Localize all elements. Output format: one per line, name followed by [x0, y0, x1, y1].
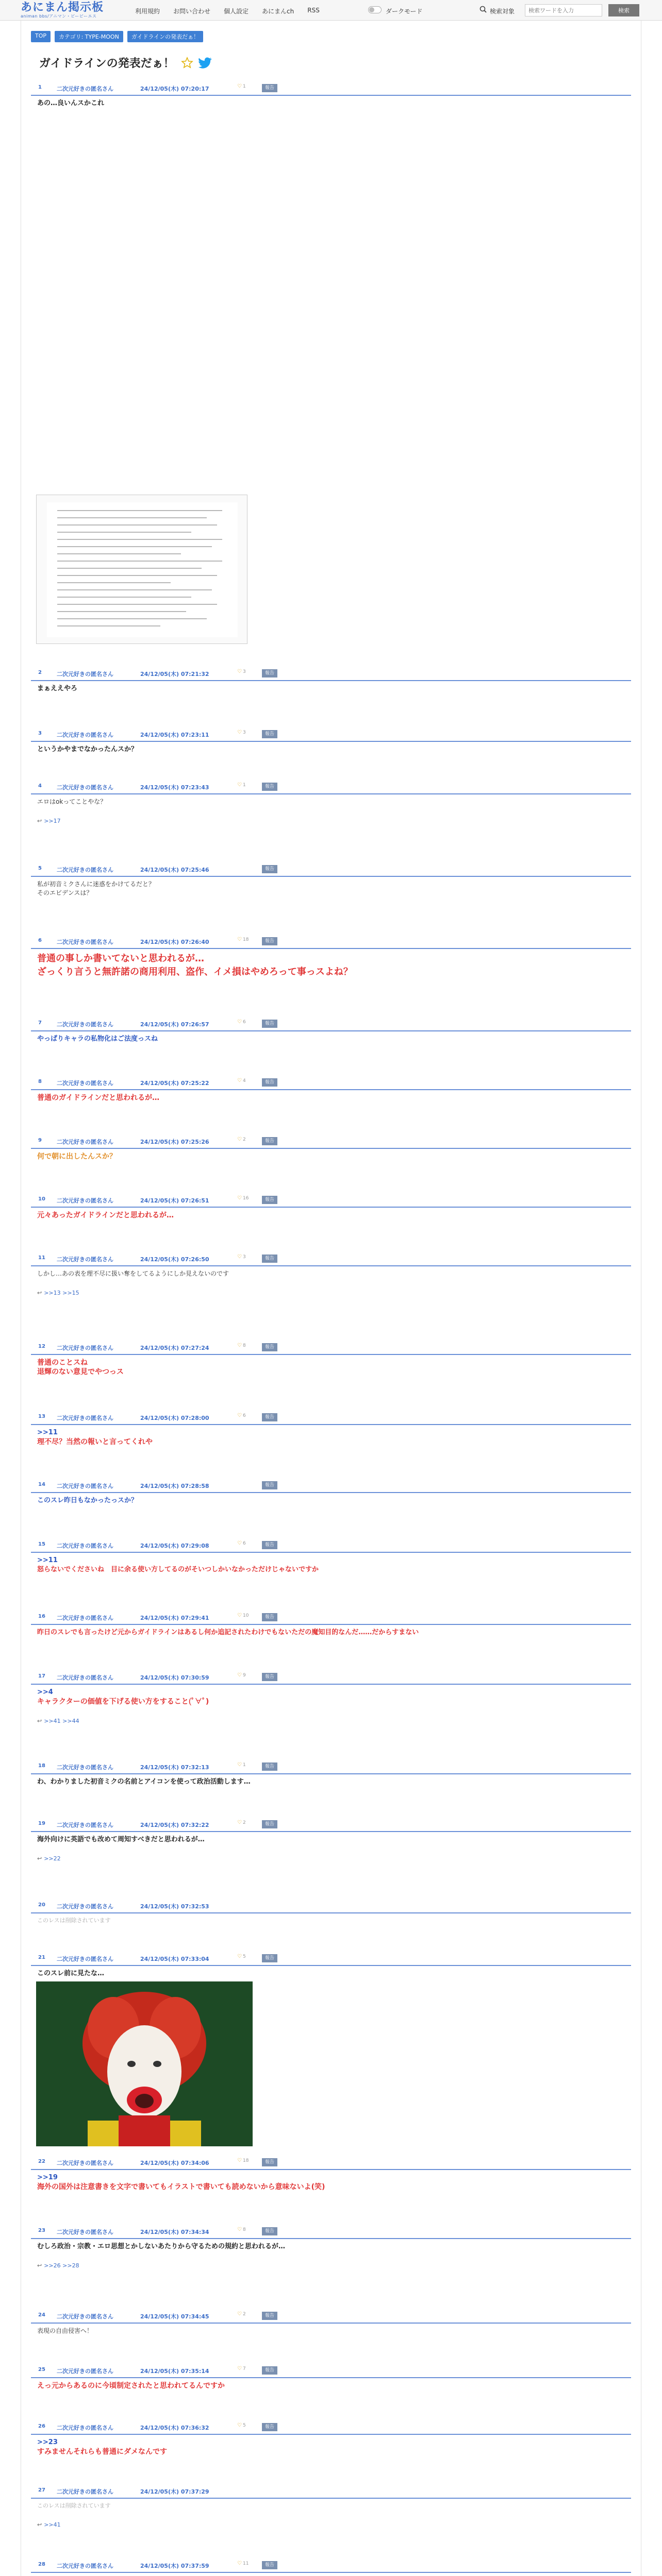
post-number[interactable]: 22	[38, 2159, 45, 2164]
like-count: 6	[242, 1020, 246, 1025]
deleted-post-text: このレスは削除されています	[37, 1917, 111, 1924]
dark-mode-label: ダークモード	[386, 8, 423, 15]
post-date: 24/12/05(木) 07:20:17	[140, 86, 209, 92]
post	[31, 1953, 631, 1978]
post-text: 普通のガイドラインだと思われるが…	[37, 1094, 160, 1102]
like-button[interactable]: ♡ 9	[237, 1672, 246, 1678]
breadcrumb-thread[interactable]: ガイドラインの発表だぁ！	[127, 31, 203, 42]
post-number[interactable]: 15	[38, 1541, 45, 1547]
report-button[interactable]: 報告	[262, 1954, 277, 1962]
post-number[interactable]: 24	[38, 2312, 45, 2318]
report-button[interactable]: 報告	[262, 1255, 277, 1263]
post-text: 普通の事しか書いてないと思われるが…	[37, 953, 204, 964]
main-nav	[135, 7, 333, 15]
like-button[interactable]: ♡ 3	[237, 1254, 246, 1260]
post-author: 二次元好きの匿名さん	[57, 2368, 113, 2375]
breadcrumb-category[interactable]: カテゴリ: TYPE-MOON	[55, 31, 123, 42]
report-button[interactable]: 報告	[262, 1020, 277, 1028]
like-button[interactable]: ♡ 18	[237, 2158, 249, 2163]
post-header	[31, 1819, 631, 1832]
post-number[interactable]: 16	[38, 1614, 45, 1619]
reply-icon: ↩	[37, 1290, 42, 1296]
like-button[interactable]: ♡ 1	[237, 83, 246, 89]
report-button[interactable]: 報告	[262, 2312, 277, 2320]
reply-anchor-link[interactable]: >>17	[44, 818, 61, 824]
report-button[interactable]: 報告	[262, 2561, 277, 2569]
like-count: 8	[242, 2227, 246, 2232]
post-header	[31, 2157, 631, 2170]
report-button[interactable]: 報告	[262, 2423, 277, 2431]
post	[31, 1077, 631, 1103]
like-button[interactable]: ♡ 6	[237, 1019, 246, 1025]
post-text: 怒らないでくださいね 目に余る使い方してるのがそいつしかいなかっただけじゃないですか	[37, 1566, 319, 1573]
nav-contact[interactable]: お問い合わせ	[173, 8, 211, 15]
post-date: 24/12/05(木) 07:34:06	[140, 2160, 209, 2166]
report-button[interactable]: 報告	[262, 1820, 277, 1828]
post-header	[31, 936, 631, 949]
post-header	[31, 781, 631, 794]
post-header	[31, 1136, 631, 1149]
post	[31, 1018, 631, 1044]
post	[31, 1253, 631, 1296]
report-button[interactable]: 報告	[262, 84, 277, 92]
like-button[interactable]: ♡ 18	[237, 937, 249, 942]
post-text: まぁええやろ	[37, 685, 78, 692]
post	[31, 1194, 631, 1220]
reply-icon: ↩	[37, 1855, 42, 1862]
post-text: しかし…あの表を理不尽に扱い奪をしてるようにしか見えないのです	[37, 1270, 229, 1277]
page-title: ガイドラインの発表だぁ！	[39, 57, 175, 70]
post-number[interactable]: 18	[38, 1763, 45, 1769]
post	[31, 2485, 631, 2528]
reply-anchors	[31, 2262, 631, 2269]
post-header	[31, 2310, 631, 2324]
post	[31, 2560, 631, 2576]
report-button[interactable]: 報告	[262, 1343, 277, 1351]
post-header	[31, 2365, 631, 2378]
nav-settings[interactable]: 個人設定	[224, 8, 249, 15]
like-button[interactable]: ♡ 8	[237, 2227, 246, 2232]
report-button[interactable]: 報告	[262, 1541, 277, 1549]
post-date: 24/12/05(木) 07:34:45	[140, 2313, 209, 2320]
report-button[interactable]: 報告	[262, 783, 277, 791]
nav-rss[interactable]: RSS	[307, 7, 320, 14]
post-header	[31, 2485, 631, 2499]
post-author: 二次元好きの匿名さん	[57, 1415, 113, 1421]
post-author: 二次元好きの匿名さん	[57, 867, 113, 873]
post	[31, 2310, 631, 2335]
post	[31, 2365, 631, 2391]
post-number[interactable]: 8	[38, 1079, 42, 1084]
post-number[interactable]: 28	[38, 2562, 45, 2567]
post-number[interactable]: 10	[38, 1196, 45, 1202]
search-button[interactable]: 検索	[608, 4, 639, 16]
reply-anchors	[31, 1855, 631, 1862]
post-date: 24/12/05(木) 07:26:40	[140, 939, 209, 945]
post-number[interactable]: 26	[38, 2424, 45, 2429]
like-count: 1	[242, 783, 246, 788]
post-author: 二次元好きの匿名さん	[57, 1764, 113, 1771]
post	[31, 728, 631, 754]
nav-terms[interactable]: 利用規約	[135, 8, 160, 15]
post-text: えっ元からあるのに今頃制定されたと思われてるんですか	[37, 2382, 225, 2390]
post-date: 24/12/05(木) 07:26:51	[140, 1197, 209, 1204]
post-author: 二次元好きの匿名さん	[57, 1956, 113, 1962]
post-text: むしろ政治・宗教・エロ思想とかしないあたりから守るための規約と思われるが…	[37, 2243, 286, 2250]
post-text: 昨日のスレでも言ったけど元からガイドラインはあるし何か追記されたわけでもないただの魔知目的なんだ……だからすまない	[37, 1629, 419, 1636]
guideline-document-image[interactable]	[36, 495, 247, 644]
post-number[interactable]: 20	[38, 1902, 45, 1908]
post-author: 二次元好きの匿名さん	[57, 1674, 113, 1681]
like-count: 2	[242, 1137, 246, 1142]
like-button[interactable]: ♡ 2	[237, 1137, 246, 1142]
like-count: 3	[242, 730, 246, 735]
post-number[interactable]: 6	[38, 938, 42, 943]
post-number[interactable]: 23	[38, 2228, 45, 2233]
post	[31, 1671, 631, 1724]
post-author: 二次元好きの匿名さん	[57, 732, 113, 738]
like-count: 6	[242, 1413, 246, 1418]
post-header	[31, 2421, 631, 2435]
like-count: 16	[242, 1196, 249, 1201]
like-button[interactable]: ♡ 10	[237, 1613, 249, 1618]
post-number[interactable]: 12	[38, 1344, 45, 1349]
post	[31, 2157, 631, 2192]
like-count: 3	[242, 1255, 246, 1260]
post	[31, 781, 631, 824]
post-author: 二次元好きの匿名さん	[57, 1903, 113, 1910]
post-text: すみませんそれらも普通にダメなんです	[37, 2448, 167, 2456]
post-date: 24/12/05(木) 07:29:41	[140, 1615, 209, 1621]
post	[31, 1412, 631, 1447]
like-button[interactable]: ♡ 5	[237, 2422, 246, 2428]
post-number[interactable]: 2	[38, 670, 42, 675]
reply-icon: ↩	[37, 818, 42, 824]
post-text: 表現の自由侵害へ！	[37, 2327, 93, 2334]
reply-icon: ↩	[37, 1718, 42, 1724]
post-text: 海外の国外は注意書きを文字で書いてもイラストで書いても読めないから意味ないよ(笑)	[37, 2183, 325, 2191]
post	[31, 1136, 631, 1161]
report-button[interactable]: 報告	[262, 2158, 277, 2166]
post-number[interactable]: 14	[38, 1482, 45, 1487]
twitter-share-icon[interactable]	[198, 57, 212, 69]
search-target-select[interactable]: 検索対象	[490, 8, 515, 15]
post-author: 二次元好きの匿名さん	[57, 784, 113, 791]
like-button[interactable]: ♡ 6	[237, 1540, 246, 1546]
report-button[interactable]: 報告	[262, 669, 277, 677]
post-header	[31, 863, 631, 877]
post-number[interactable]: 4	[38, 783, 42, 789]
like-button[interactable]: ♡ 1	[237, 782, 246, 788]
post-text: わ、わかりました初音ミクの名前とアイコンを使って政治活動します…	[37, 1778, 251, 1786]
post-number[interactable]: 5	[38, 866, 42, 871]
like-count: 7	[242, 2366, 246, 2371]
post-number[interactable]: 21	[38, 1955, 45, 1960]
post-number[interactable]: 19	[38, 1821, 45, 1826]
like-count: 8	[242, 1343, 246, 1348]
like-button[interactable]: ♡ 1	[237, 1762, 246, 1768]
reply-anchor-link[interactable]: >>41 >>44	[44, 1718, 79, 1724]
favorite-star-icon[interactable]	[181, 57, 193, 69]
like-count: 1	[242, 1762, 246, 1768]
like-button[interactable]: ♡ 8	[237, 1343, 246, 1348]
report-button[interactable]: 報告	[262, 865, 277, 873]
like-button[interactable]: ♡ 3	[237, 669, 246, 674]
post-header	[31, 2226, 631, 2239]
post-text: 退輝のない意見でやつっス	[37, 1368, 124, 1376]
deleted-post-text: このレスは削除されています	[37, 2502, 111, 2509]
post-header	[31, 668, 631, 681]
like-count: 11	[242, 2561, 249, 2566]
post-author: 二次元好きの匿名さん	[57, 86, 113, 92]
post	[31, 1342, 631, 1377]
post-header	[31, 1900, 631, 1913]
report-button[interactable]: 報告	[262, 1762, 277, 1771]
post-date: 24/12/05(木) 07:23:43	[140, 784, 209, 791]
post	[31, 82, 631, 108]
like-button[interactable]: ♡ 7	[237, 2366, 246, 2371]
post	[31, 1761, 631, 1786]
post-text: このスレ昨日もなかったっスか？	[37, 1497, 138, 1504]
like-button[interactable]: ♡ 4	[237, 1078, 246, 1083]
post-author: 二次元好きの匿名さん	[57, 1543, 113, 1549]
reply-icon: ↩	[37, 2262, 42, 2269]
report-button[interactable]: 報告	[262, 1196, 277, 1204]
post-author: 二次元好きの匿名さん	[57, 2160, 113, 2166]
post-date: 24/12/05(木) 07:32:53	[140, 1903, 209, 1910]
post-header	[31, 1953, 631, 1966]
post-number[interactable]: 3	[38, 731, 42, 736]
post-date: 24/12/05(木) 07:30:59	[140, 1674, 209, 1681]
search-icon	[479, 6, 487, 13]
report-button[interactable]: 報告	[262, 2366, 277, 2375]
site-logo[interactable]: あにまん掲示板 animan bbs/アニマン・ビービーエス	[21, 1, 104, 19]
post-text: 海外向けに英語でも改めて周知すべきだと思われるが…	[37, 1836, 205, 1843]
post-date: 24/12/05(木) 07:28:00	[140, 1415, 209, 1421]
post-text[interactable]: >>4	[37, 1688, 53, 1696]
post-number[interactable]: 13	[38, 1414, 45, 1419]
post-author: 二次元好きの匿名さん	[57, 2313, 113, 2320]
report-button[interactable]: 報告	[262, 1673, 277, 1681]
like-count: 9	[242, 1673, 246, 1678]
like-button[interactable]: ♡ 6	[237, 1413, 246, 1418]
post-author: 二次元好きの匿名さん	[57, 939, 113, 945]
post-text: エロはokってことやな？	[37, 798, 107, 805]
post-number[interactable]: 27	[38, 2487, 45, 2493]
dark-mode-toggle[interactable]	[368, 6, 382, 13]
post-author: 二次元好きの匿名さん	[57, 1080, 113, 1087]
post-author: 二次元好きの匿名さん	[57, 2425, 113, 2431]
post-text: 私が初音ミクさんに迷惑をかけてるだと？	[37, 880, 155, 888]
post-author: 二次元好きの匿名さん	[57, 2488, 113, 2495]
post-date: 24/12/05(木) 07:26:50	[140, 1256, 209, 1263]
post-date: 24/12/05(木) 07:25:46	[140, 867, 209, 873]
post-author: 二次元好きの匿名さん	[57, 1345, 113, 1351]
post	[31, 1819, 631, 1862]
title-row	[39, 55, 212, 71]
post	[31, 1900, 631, 1925]
post-date: 24/12/05(木) 07:36:32	[140, 2425, 209, 2431]
reply-anchors	[31, 1290, 631, 1296]
post-author: 二次元好きの匿名さん	[57, 671, 113, 677]
post-text[interactable]: >>19	[37, 2174, 58, 2181]
like-count: 5	[242, 2423, 246, 2428]
post-text: 普通のことスね	[37, 1359, 88, 1367]
post-author: 二次元好きの匿名さん	[57, 1615, 113, 1621]
post-date: 24/12/05(木) 07:27:24	[140, 1345, 209, 1351]
report-button[interactable]: 報告	[262, 937, 277, 945]
post-header	[31, 1671, 631, 1685]
report-button[interactable]: 報告	[262, 1413, 277, 1421]
post-date: 24/12/05(木) 07:33:04	[140, 1956, 209, 1962]
report-button[interactable]: 報告	[262, 730, 277, 738]
like-count: 3	[242, 669, 246, 674]
post-date: 24/12/05(木) 07:37:59	[140, 2563, 209, 2569]
like-count: 5	[242, 1954, 246, 1959]
like-button[interactable]: ♡ 11	[237, 2561, 249, 2566]
post-header	[31, 1253, 631, 1266]
post	[31, 1539, 631, 1574]
reply-anchors	[31, 2521, 631, 2528]
like-button[interactable]: ♡ 16	[237, 1195, 249, 1201]
like-count: 18	[242, 937, 249, 942]
like-button[interactable]: ♡ 2	[237, 1820, 246, 1825]
post-author: 二次元好きの匿名さん	[57, 1256, 113, 1263]
like-count: 2	[242, 1820, 246, 1825]
post-header	[31, 82, 631, 96]
post-header	[31, 1018, 631, 1031]
post-text: というかやまでなかったんスか？	[37, 745, 138, 753]
post-text: やっぱりキャラの私物化はご法度っスね	[37, 1035, 158, 1043]
post-header	[31, 1612, 631, 1625]
post-date: 24/12/05(木) 07:32:22	[140, 1822, 209, 1828]
breadcrumb-top[interactable]: TOP	[31, 31, 51, 42]
post-date: 24/12/05(木) 07:23:11	[140, 732, 209, 738]
search-input[interactable]	[525, 4, 602, 16]
post-number[interactable]: 1	[38, 84, 42, 90]
post	[31, 1480, 631, 1505]
content-frame	[21, 21, 641, 2576]
post	[31, 936, 631, 979]
post-text: キャラクターの価値を下げる使い方をすること(ﾟ∀ﾟ)	[37, 1698, 209, 1706]
like-count: 4	[242, 1078, 246, 1083]
post-number[interactable]: 9	[38, 1138, 42, 1143]
post	[31, 2226, 631, 2269]
reply-anchor-link[interactable]: >>41	[44, 2521, 61, 2528]
report-button[interactable]: 報告	[262, 1078, 277, 1087]
post-number[interactable]: 25	[38, 2367, 45, 2372]
report-button[interactable]: 報告	[262, 1613, 277, 1621]
like-button[interactable]: ♡ 5	[237, 1954, 246, 1959]
post-author: 二次元好きの匿名さん	[57, 1021, 113, 1028]
reply-anchor-link[interactable]: >>13 >>15	[44, 1290, 79, 1296]
post-author: 二次元好きの匿名さん	[57, 2229, 113, 2235]
post-author: 二次元好きの匿名さん	[57, 1139, 113, 1145]
post-date: 24/12/05(木) 07:37:29	[140, 2488, 209, 2495]
like-count: 1	[242, 84, 246, 89]
report-button[interactable]: 報告	[262, 2227, 277, 2235]
post-date: 24/12/05(木) 07:35:14	[140, 2368, 209, 2375]
post-text: あの…良いんスかこれ	[37, 99, 105, 107]
like-count: 6	[242, 1541, 246, 1546]
like-count: 10	[242, 1613, 249, 1618]
report-button[interactable]: 報告	[262, 1137, 277, 1145]
post-date: 24/12/05(木) 07:25:26	[140, 1139, 209, 1145]
post-text: 何で朝に出したんスか？	[37, 1153, 117, 1161]
post-text[interactable]: >>11	[37, 1429, 58, 1436]
reply-anchor-link[interactable]: >>22	[44, 1855, 61, 1862]
like-button[interactable]: ♡ 3	[237, 730, 246, 735]
breadcrumb	[31, 31, 203, 42]
top-bar	[0, 0, 662, 21]
post-text[interactable]: >>23	[37, 2438, 58, 2446]
post-date: 24/12/05(木) 07:34:34	[140, 2229, 209, 2235]
post-header	[31, 1539, 631, 1553]
site-logo-sub: animan bbs/アニマン・ビービーエス	[21, 14, 97, 19]
post-date: 24/12/05(木) 07:25:22	[140, 1080, 209, 1087]
post-header	[31, 1077, 631, 1090]
post	[31, 863, 631, 897]
post-header	[31, 2560, 631, 2573]
post	[31, 2421, 631, 2456]
like-count: 2	[242, 2312, 246, 2317]
reply-anchor-link[interactable]: >>26 >>28	[44, 2262, 79, 2269]
post-date: 24/12/05(木) 07:28:58	[140, 1483, 209, 1489]
post-text: そのエビデンスは？	[37, 889, 93, 896]
post-header	[31, 1412, 631, 1425]
nav-animanch[interactable]: あにまんch	[262, 8, 294, 15]
clown-photo-image[interactable]	[36, 1981, 253, 2146]
post-text: 理不尽？当然の報いと言ってくれや	[37, 1438, 153, 1446]
post-header	[31, 728, 631, 742]
post-number[interactable]: 11	[38, 1255, 45, 1261]
post-number[interactable]: 17	[38, 1673, 45, 1679]
report-button[interactable]: 報告	[262, 1481, 277, 1489]
post	[31, 668, 631, 693]
like-count: 18	[242, 2158, 249, 2163]
reply-icon: ↩	[37, 2521, 42, 2528]
post-number[interactable]: 7	[38, 1020, 42, 1026]
post-date: 24/12/05(木) 07:21:32	[140, 671, 209, 677]
post-text: このスレ前に見たな…	[37, 1970, 105, 1977]
post-header	[31, 1342, 631, 1355]
post-author: 二次元好きの匿名さん	[57, 1822, 113, 1828]
post-author: 二次元好きの匿名さん	[57, 1197, 113, 1204]
post-date: 24/12/05(木) 07:32:13	[140, 1764, 209, 1771]
post-author: 二次元好きの匿名さん	[57, 2563, 113, 2569]
post-text: 元々あったガイドラインだと思われるが…	[37, 1211, 174, 1219]
reply-anchors	[31, 818, 631, 824]
post-text[interactable]: >>11	[37, 1556, 58, 1564]
post-date: 24/12/05(木) 07:29:08	[140, 1543, 209, 1549]
post-date: 24/12/05(木) 07:26:57	[140, 1021, 209, 1028]
reply-anchors	[31, 1718, 631, 1724]
like-button[interactable]: ♡ 2	[237, 2311, 246, 2317]
post	[31, 1612, 631, 1637]
post-header	[31, 1761, 631, 1774]
post-text: ざっくり言うと無許諾の商用利用、盗作、イメ損はやめろって事っスよね？	[37, 967, 353, 977]
post-header	[31, 1194, 631, 1208]
post-header	[31, 1480, 631, 1493]
post-author: 二次元好きの匿名さん	[57, 1483, 113, 1489]
